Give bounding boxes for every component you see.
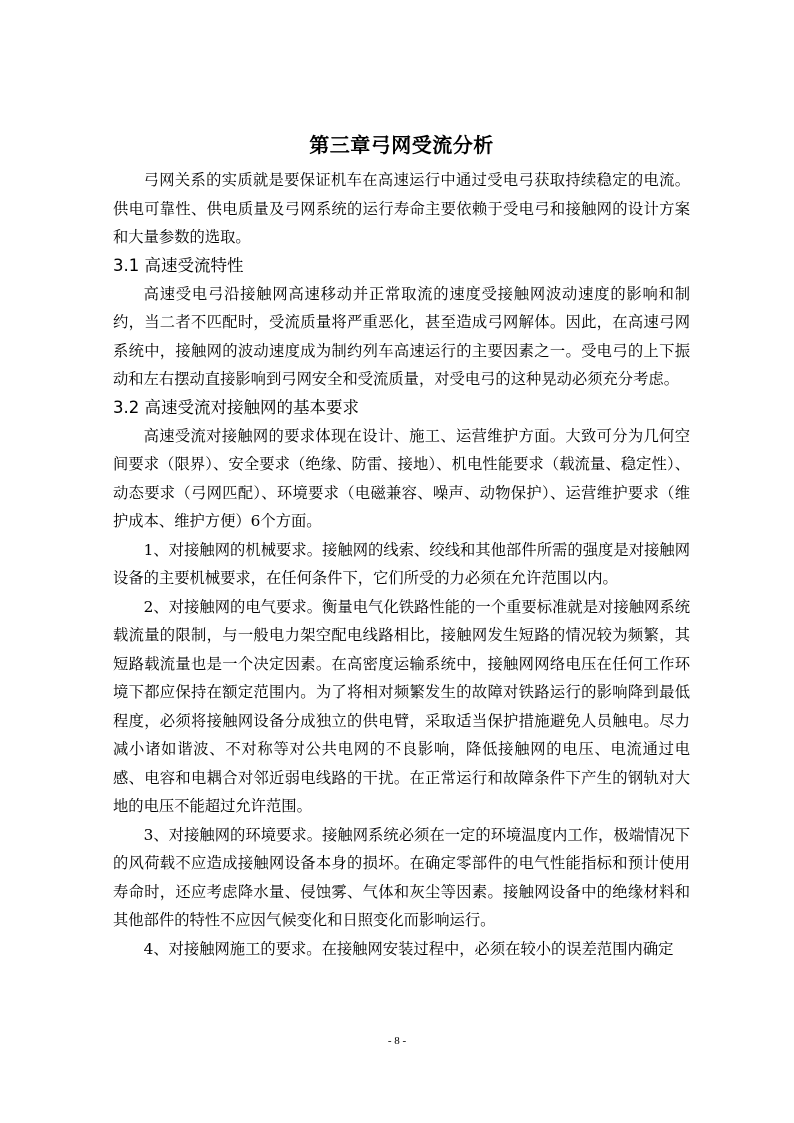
section-3-2-paragraph-4: 3、对接触网的环境要求。接触网系统必须在一定的环境温度内工作，极端情况下的风荷载不应造成接触网设备本身的损坏。在确定零部件的电气性能指标和预计使用寿命时，还应考虑降水量、侵蚀雾、气体和灰尘等因素。接触网设备中的绝缘材料和其他部件的特性不应因气候变化和日照变化而影响运行。 — [113, 825, 690, 929]
page-number: - 8 - — [387, 1035, 407, 1047]
chapter-title: 第三章弓网受流分析 — [309, 133, 494, 157]
chapter-intro-paragraph: 弓网关系的实质就是要保证机车在高速运行中通过受电弓获取持续稳定的电流。供电可靠性、供电质量及弓网系统的运行寿命主要依赖于受电弓和接触网的设计方案和大量参数的选取。 — [113, 171, 690, 246]
section-3-2-paragraph-1: 高速受流对接触网的要求体现在设计、施工、运营维护方面。大致可分为几何空间要求（限界）、安全要求（绝缘、防雷、接地）、机电性能要求（载流量、稳定性）、动态要求（弓网匹配）、环境要求（电磁兼容、噪声、动物保护）、运营维护要求（维护成本、维护方便）6个方面。 — [113, 426, 690, 530]
section-3-2-paragraph-5: 4、对接触网施工的要求。在接触网安装过程中，必须在较小的误差范围内确定 — [143, 939, 674, 958]
section-3-2-paragraph-2: 1、对接触网的机械要求。接触网的线索、绞线和其他部件所需的强度是对接触网设备的主要机械要求，在任何条件下，它们所受的力必须在允许范围以内。 — [113, 540, 690, 587]
section-3-1-paragraph-1: 高速受电弓沿接触网高速移动并正常取流的速度受接触网波动速度的影响和制约，当二者不匹配时，受流质量将严重恶化，甚至造成弓网解体。因此，在高速弓网系统中，接触网的波动速度成为制约列车高速运行的主要因素之一。受电弓的上下振动和左右摆动直接影响到弓网安全和受流质量，对受电弓的这种晃动必须充分考虑。 — [113, 284, 690, 388]
section-3-2-paragraph-3: 2、对接触网的电气要求。衡量电气化铁路性能的一个重要标准就是对接触网系统载流量的限制，与一般电力架空配电线路相比，接触网发生短路的情况较为频繁，其短路载流量也是一个决定因素。在高密度运输系统中，接触网网络电压在任何工作环境下都应保持在额定范围内。为了将相对频繁发生的故障对铁路运行的影响降到最低程度，必须将接触网设备分成独立的供电臂，采取适当保护措施避免人员触电。尽力减小诸如谐波、不对称等对公共电网的不良影响，降低接触网的电压、电流通过电感、电容和电耦合对邻近弱电线路的干扰。在正常运行和故障条件下产生的钢轨对大地的电压不能超过允许范围。 — [113, 597, 690, 815]
section-heading-3-1: 3.1 高速受流特性 — [113, 255, 244, 275]
page-content — [113, 128, 690, 963]
section-heading-3-2: 3.2 高速受流对接触网的基本要求 — [113, 397, 359, 417]
